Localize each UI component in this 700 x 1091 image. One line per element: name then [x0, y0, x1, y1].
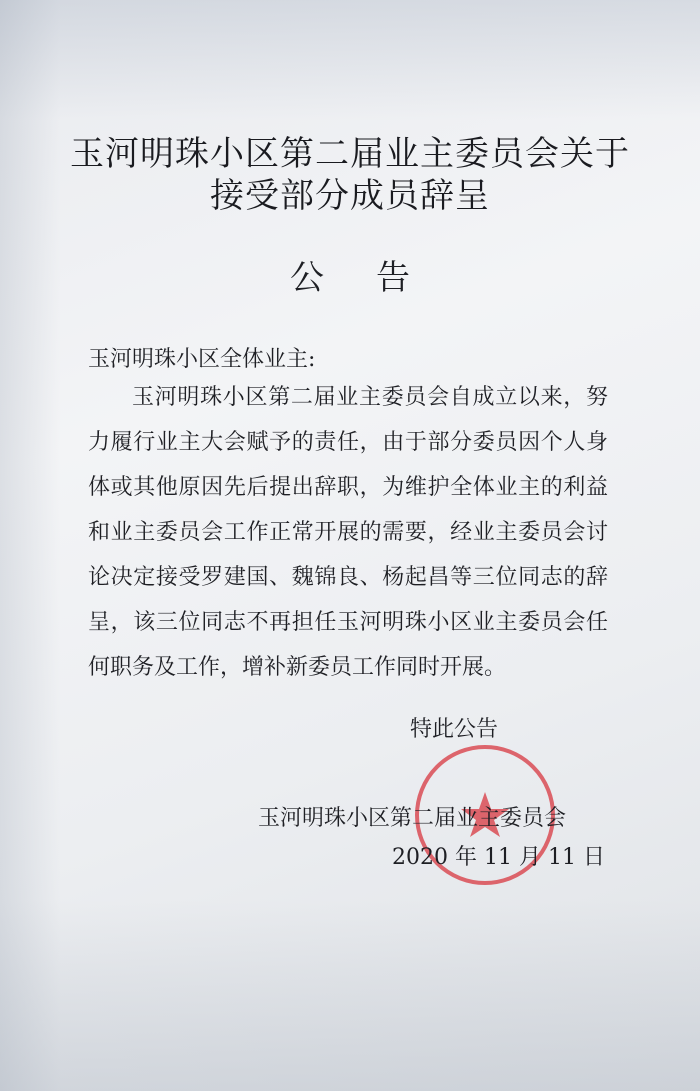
- notice-heading-char-1: 公: [290, 258, 324, 298]
- paper-shadow-top: [0, 0, 700, 120]
- title-line-2: 接受部分成员辞呈: [210, 176, 490, 216]
- signature-date: 2020 年 11 月 11 日: [392, 845, 605, 870]
- closing-line: 特此公告: [410, 717, 499, 742]
- signature-organization: 玉河明珠小区第二届业主委员会: [258, 806, 567, 831]
- body-paragraph: 玉河明珠小区第二届业主委员会自成立以来，努力履行业主大会赋予的责任，由于部分委员因个人身体或其他原因先后提出辞职，为维护全体业主的利益和业主委员会工作正常开展的需要，经业主委员会讨论决定接受罗建国、魏锦良、杨起昌等三位同志的辞呈，该三位同志不再担任玉河明珠小区业主委员会任何职务及工作，增补新委员工作同时开展。: [88, 385, 608, 680]
- paper-shadow-bottom: [0, 900, 700, 1091]
- notice-heading-char-2: 告: [376, 258, 410, 298]
- title-line-1: 玉河明珠小区第二届业主委员会关于: [70, 134, 630, 174]
- notice-heading: [0, 250, 700, 299]
- salutation: 玉河明珠小区全体业主:: [88, 347, 316, 372]
